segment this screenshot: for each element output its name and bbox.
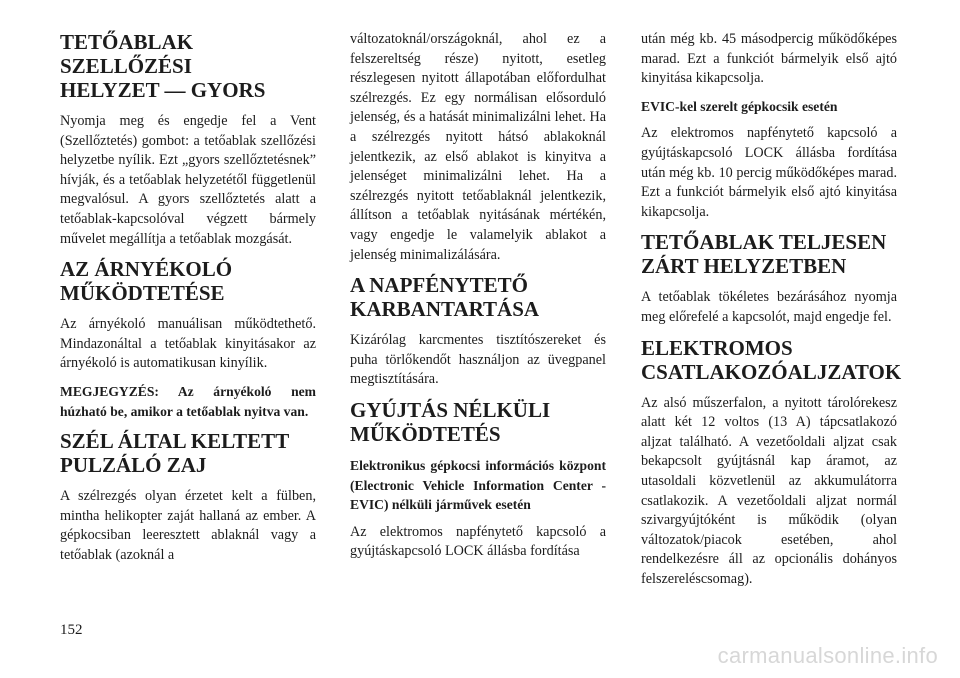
heading-line: A NAPFÉNYTETŐ [350, 273, 528, 298]
heading-ignition-off-operation [350, 398, 606, 446]
subheading-with-evic: EVIC-kel szerelt gépkocsik esetén [641, 98, 838, 114]
heading-line: MŰKÖDTETÉSE [60, 281, 225, 306]
note-sunshade: MEGJEGYZÉS: Az árnyékoló nem húzható be, amikor a tetőablak nyitva van. [60, 383, 316, 419]
column-left [60, 30, 316, 574]
paragraph-no-evic: Az elektromos napfénytető kapcsoló a gyújtáskapcsoló LOCK állásba fordítása [350, 523, 606, 560]
page-number: 152 [60, 622, 83, 638]
paragraph-power-outlets: Az alsó műszerfalon, a nyitott tárolórekesz alatt két 12 voltos (13 A) tápcsatlakozó aljzat található. A vezetőoldali aljzat csak bekapcsolt gyújtásnál kap áramot, az utasoldali közvetlenül az akkumulátorra csatlakozik. A vezetőoldali aljzat normál szivargyújtóként is működik (olyan változatok/piacok esetében, ahol rendelkezésre áll az opcionális dohányos felszereléscsomag). [641, 394, 897, 587]
paragraph-vent: Nyomja meg és engedje fel a Vent (Szellőztetés) gombot: a tetőablak szellőzési helyzetbe nyílik. Ezt „gyors szellőztetésnek” hívják, és a tetőablak helyzetétől függetlenül megvalósul. A gyors szellőztetés alatt a tetőablak-kapcsolóval végzett bármely művelet megállítja a tetőablak mozgását. [60, 113, 316, 247]
paragraph-sunshade: Az árnyékoló manuálisan működtethető. Mindazonáltal a tetőablak kinyitásakor az árnyékoló is automatikusan kinyílik. [60, 316, 316, 372]
heading-line: AZ ÁRNYÉKOLÓ [60, 257, 233, 282]
heading-line: TETŐABLAK TELJESEN [641, 230, 887, 255]
heading-sunroof-maintenance [350, 273, 606, 321]
heading-line: TETŐABLAK SZELLŐZÉSI [60, 30, 194, 78]
heading-line: HELYZET — GYORS [60, 78, 266, 102]
heading-sunroof-fully-closed [641, 230, 897, 278]
paragraph-maintenance: Kizárólag karcmentes tisztítószereket és puha törlőkendőt használjon az üvegpanel megtisztítására. [350, 332, 606, 388]
heading-power-outlets [641, 335, 902, 384]
heading-line: SZÉL ÁLTAL KELTETT [60, 429, 290, 454]
heading-line: PULZÁLÓ ZAJ [60, 453, 207, 478]
heading-line: KARBANTARTÁSA [350, 297, 540, 322]
column-right [641, 30, 902, 597]
heading-sunshade-operation [60, 257, 316, 305]
heading-line: CSATLAKOZÓALJZATOK [641, 359, 902, 384]
column-middle [350, 30, 606, 570]
paragraph-wind-buffeting: A szélrezgés olyan érzetet kelt a fülben, mintha helikopter zaját hallaná az ember. A gépkocsiban leeresztett ablaknál vagy a tetőablak (azoknál a [60, 488, 316, 563]
watermark: carmanualsonline.info [717, 643, 938, 668]
paragraph-fully-closed: A tetőablak tökéletes bezárásához nyomja meg előrefelé a kapcsolót, majd engedje fel. [641, 289, 897, 325]
paragraph-wind-buffeting-cont: változatoknál/országoknál, ahol ez a felszereltség része) nyitott, esetleg részlegesen nyitott állapotában előfordulhat szélrezgés. Ez egy normálisan elősorduló jelenség, és a hatását minimalizálni lehet. Ha a szélrezgés nyitott hátsó ablakoknál jelentkezik, az első ablakot is kinyitva a jelenséget minimalizálni lehet. Ha a szélrezgés nyitott tetőablaknál jelentkezik, állítson a tetőablak nyitásának mértékén, vagy engedje le valamelyik ablakot a jelenség minimalizálására. [350, 31, 606, 263]
heading-line: ELEKTROMOS [641, 335, 793, 360]
heading-line: GYÚJTÁS NÉLKÜLI [350, 397, 551, 422]
heading-line: ZÁRT HELYZETBEN [641, 254, 847, 279]
paragraph-with-evic: Az elektromos napfénytető kapcsoló a gyújtáskapcsoló LOCK állásba fordítása után még kb. 10 percig működőképes marad. Ezt a funkciót bármelyik első ajtó kinyitása kikapcsolja. [641, 125, 897, 220]
heading-sunroof-vent-quick [60, 30, 316, 102]
heading-line: MŰKÖDTETÉS [350, 421, 501, 446]
paragraph-no-evic-cont: után még kb. 45 másodpercig működőképes marad. Ezt a funkciót bármelyik első ajtó kinyitása kikapcsolja. [641, 31, 897, 87]
subheading-no-evic: Elektronikus gépkocsi információs központ (Electronic Vehicle Information Center - EVIC) nélküli járművek esetén [350, 457, 606, 513]
heading-wind-buffeting [60, 429, 316, 477]
